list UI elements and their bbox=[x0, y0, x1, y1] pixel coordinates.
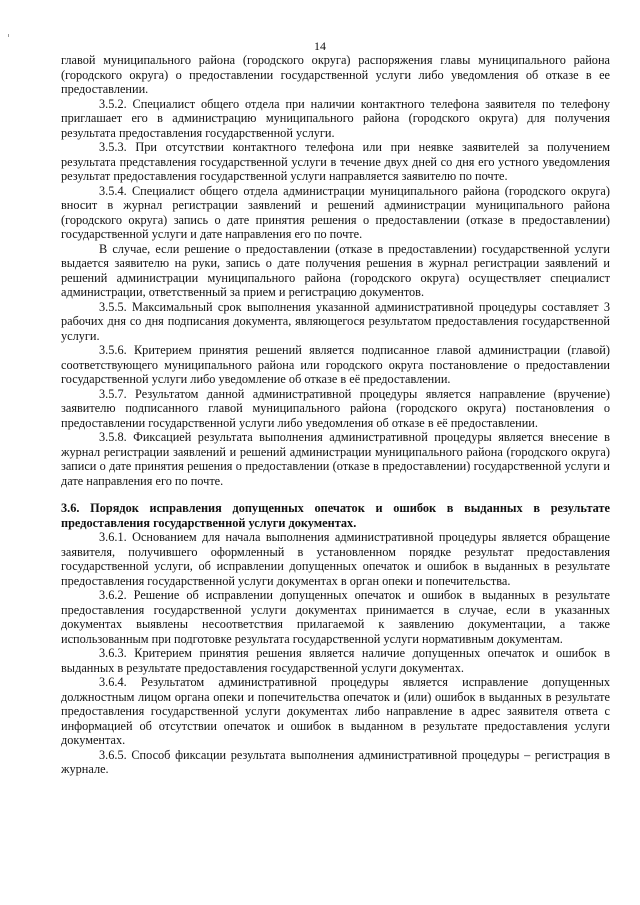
document-body bbox=[61, 53, 610, 777]
paragraph-3-5-6: 3.5.6. Критерием принятия решений является подписанное главой администрации (главой) соответствующего муниципального района или городского округа постановление о предоставлении государственной услуги либо уведомление об отказе в её предоставлении. bbox=[61, 343, 610, 386]
paragraph-3-5-4: 3.5.4. Специалист общего отдела администрации муниципального района (городского округа) вносит в журнал регистрации заявлений и решений администрации муниципального района (городского округа) запись о дате принятия решения о предоставлении (отказе в предоставлении) государственной услуги и дате направления его по почте. bbox=[61, 183, 610, 241]
scan-artifact bbox=[8, 34, 9, 37]
paragraph-continuation: главой муниципального района (городского округа) распоряжения главы муниципального района (городского округа) о предоставлении государственной услуги либо уведомления об отказе в ее предоставлении. bbox=[61, 53, 610, 96]
section-heading-3-6: 3.6. Порядок исправления допущенных опечаток и ошибок в выданных в результате предоставления государственной услуги документах. bbox=[61, 501, 610, 530]
paragraph-3-6-1: 3.6.1. Основанием для начала выполнения административной процедуры является обращение заявителя, получившего оформленный в установленном порядке результат предоставления государственной услуги, об исправлении допущенных опечаток и ошибок в выданных в результате предоставления государственной услуги документах в орган опеки и попечительства. bbox=[61, 530, 610, 588]
paragraph-3-5-7: 3.5.7. Результатом данной административной процедуры является направление (вручение) заявителю подписанного главой муниципального района (городского округа) постановления о предоставлении государственной услуги либо уведомления об отказе в её предоставлении. bbox=[61, 386, 610, 430]
paragraph-3-6-3: 3.6.3. Критерием принятия решения является наличие допущенных опечаток и ошибок в выданных в результате предоставления государственной услуги документах. bbox=[61, 646, 610, 675]
paragraph-3-6-4: 3.6.4. Результатом административной процедуры является исправление допущенных должностным лицом органа опеки и попечительства опечаток и (или) ошибок в выданных в результате предоставления государственной услуги документах либо направление в адрес заявителя ответа с информацией об отсутствии опечаток и ошибок в выданном в результате предоставления услуги документах. bbox=[61, 675, 610, 747]
paragraph-3-5-2: 3.5.2. Специалист общего отдела при наличии контактного телефона заявителя по телефону приглашает его в администрацию муниципального района (городского округа) для получения результата предоставления государственной услуги. bbox=[61, 96, 610, 140]
page-number: 14 bbox=[314, 39, 326, 53]
paragraph-handover: В случае, если решение о предоставлении (отказе в предоставлении) государственной услуги выдается заявителю на руки, запись о дате получения решения в журнал регистрации заявлений и решений администрации муниципального района (городского округа) осуществляет специалист администрации, ответственный за прием и регистрацию документов. bbox=[61, 241, 610, 299]
paragraph-3-5-5: 3.5.5. Максимальный срок выполнения указанной административной процедуры составляет 3 рабочих дня со дня подписания документа, являющегося результатом предоставления государственной услуги. bbox=[61, 299, 610, 343]
paragraph-3-5-8: 3.5.8. Фиксацией результата выполнения административной процедуры является внесение в журнал регистрации заявлений и решений администрации муниципального района (городского округа) записи о дате принятия решения о предоставлении (отказе в предоставлении) государственной услуги и дате направления его по почте. bbox=[61, 430, 610, 488]
paragraph-3-6-5: 3.6.5. Способ фиксации результата выполнения административной процедуры – регистрация в журнале. bbox=[61, 747, 610, 776]
paragraph-3-6-2: 3.6.2. Решение об исправлении допущенных опечаток и ошибок в выданных в результате предоставления государственной услуги документах принимается в случае, если в указанных документах выявлены несоответствия прилагаемой к заявлению документации, а также использованным при подготовке результата государственной услуги нормативным документам. bbox=[61, 588, 610, 646]
paragraph-3-5-3: 3.5.3. При отсутствии контактного телефона или при неявке заявителей за получением результата представления государственной услуги в течение двух дней со дня его устного уведомления результат предоставления государственной услуги направляется заявителю по почте. bbox=[61, 140, 610, 183]
